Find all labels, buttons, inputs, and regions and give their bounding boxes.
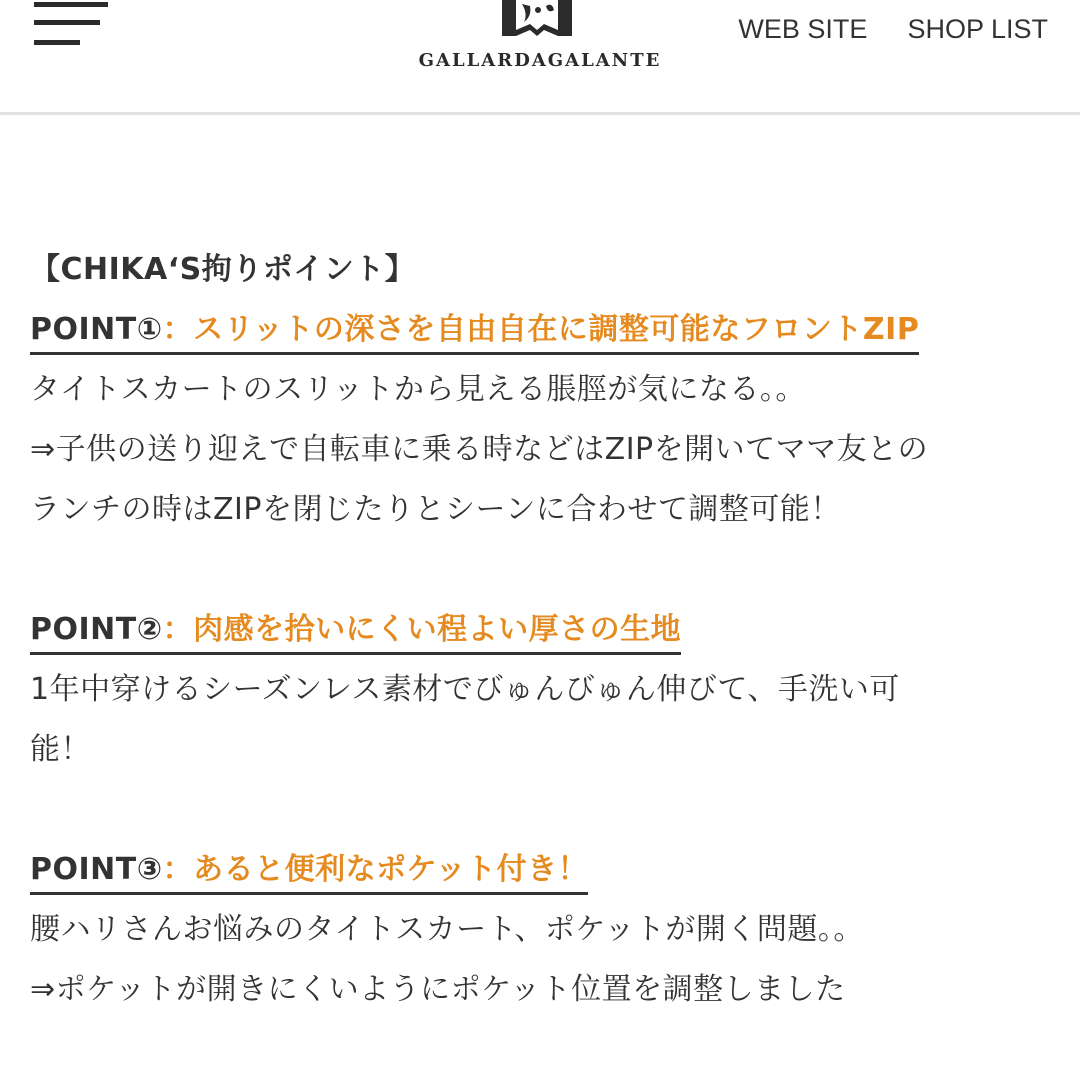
- point-2-label: POINT②: [30, 612, 163, 647]
- menu-bar-icon: [34, 20, 100, 25]
- point-2-heading: [30, 600, 1060, 660]
- spacer: [30, 780, 1060, 840]
- menu-bar-icon: [34, 40, 80, 45]
- point-2-title: 肉感を拾いにくい程よい厚さの生地: [193, 612, 682, 647]
- point-1-label: POINT①: [30, 312, 163, 347]
- nav-link-web-site[interactable]: WEB SITE: [738, 14, 868, 44]
- point-2-text-line-2: 能！: [30, 732, 91, 767]
- top-nav: [738, 14, 1048, 45]
- section-title: 【CHIKA‘S拘りポイント】: [30, 252, 416, 287]
- point-2-text-line-1: 1年中穿けるシーズンレス素材でびゅんびゅん伸びて、手洗い可: [30, 672, 900, 707]
- point-3-separator: ：: [162, 852, 194, 887]
- nav-link-shop-list[interactable]: SHOP LIST: [907, 14, 1048, 44]
- point-1-title: スリットの深さを自由自在に調整可能なフロントZIP: [193, 312, 920, 347]
- point-3-text-line-2: ⇒ポケットが開きにくいようにポケット位置を調整しました: [30, 972, 846, 1007]
- point-3-text-line-1: 腰ハリさんお悩みのタイトスカート、ポケットが開く問題。。: [30, 912, 864, 947]
- brand-name: GALLARDAGALANTE: [418, 50, 662, 71]
- spacer: [30, 540, 1060, 600]
- hamburger-menu-button[interactable]: [34, 0, 110, 52]
- point-1-heading-underline: [30, 308, 919, 355]
- article-body: [30, 240, 1060, 1020]
- point-2-separator: ：: [162, 612, 194, 647]
- point-1-text-line-2: ⇒子供の送り迎えで自転車に乗る時などはZIPを開いてママ友との: [30, 432, 929, 467]
- brand-emblem-icon: [502, 0, 572, 36]
- point-3-heading: [30, 840, 1060, 900]
- point-1-text-line-1: タイトスカートのスリットから見える脹脛が気になる。。: [30, 372, 806, 407]
- point-1-heading: [30, 300, 1060, 360]
- site-header: [0, 0, 1080, 115]
- point-1-separator: ：: [162, 312, 194, 347]
- menu-bar-icon: [34, 2, 108, 7]
- brand-logo[interactable]: [400, 0, 680, 80]
- point-2-heading-underline: [30, 608, 681, 655]
- point-3-heading-underline: [30, 848, 588, 895]
- point-3-label: POINT③: [30, 852, 163, 887]
- point-1-text-line-3: ランチの時はZIPを閉じたりとシーンに合わせて調整可能！: [30, 492, 841, 527]
- point-3-title: あると便利なポケット付き！: [193, 852, 589, 887]
